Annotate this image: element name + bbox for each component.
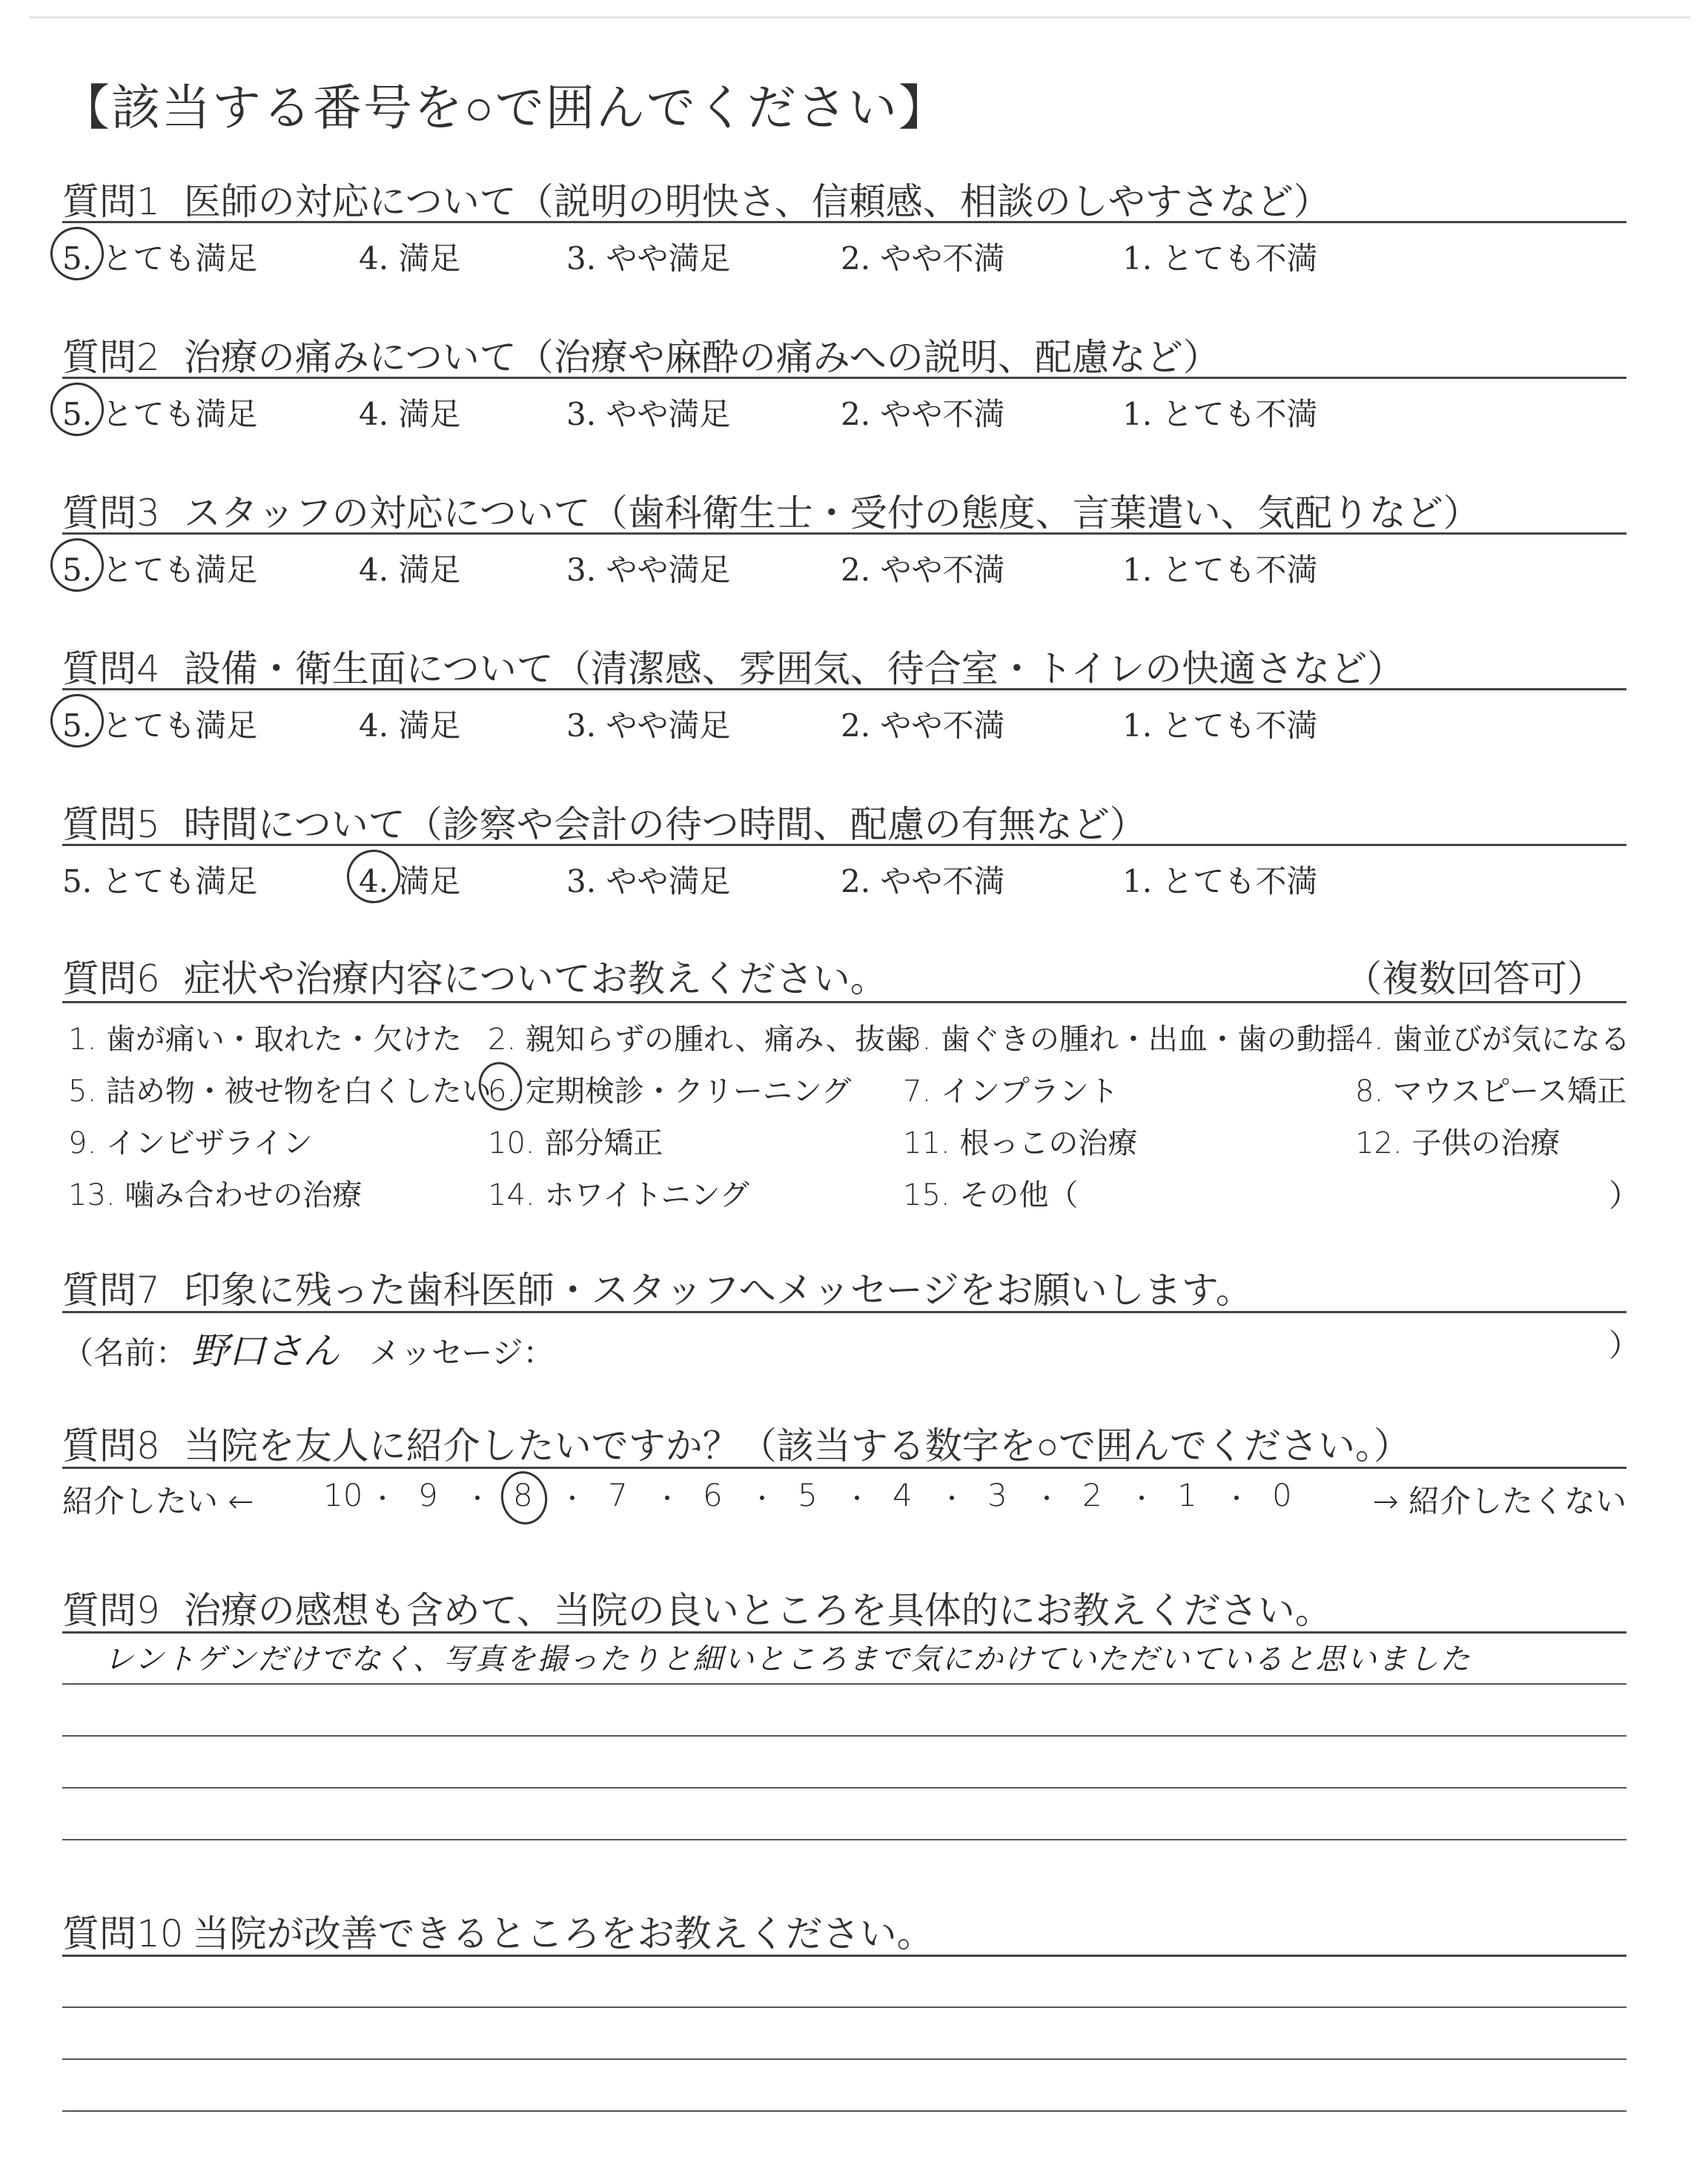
q3-title xyxy=(62,483,1626,537)
q7-text: 印象に残った歯科医師・スタッフへメッセージをお願いします。 xyxy=(183,1269,1253,1312)
q10-title xyxy=(62,1904,1626,1958)
q2-option-4[interactable] xyxy=(359,390,460,435)
q2-option-2[interactable] xyxy=(841,390,1004,435)
q3-option-5[interactable] xyxy=(62,546,257,590)
q2-option-3[interactable] xyxy=(566,390,730,435)
q6-item-4[interactable] xyxy=(1355,1016,1630,1058)
q6-item-label: 6. 定期検診・クリーニング xyxy=(488,1074,852,1109)
q6-number: 質問6 xyxy=(62,957,160,1000)
hand-drawn-circle-mark xyxy=(497,1467,552,1528)
q6-item-label: 1. 歯が痛い・取れた・欠けた xyxy=(68,1023,462,1057)
q6-note: （複数回答可） xyxy=(1345,957,1604,1000)
option-label: 1. とても不満 xyxy=(1122,240,1318,277)
q1-option-3[interactable] xyxy=(566,234,730,279)
q8-score-0[interactable]: 0 xyxy=(1272,1477,1292,1513)
q8-score-3[interactable]: 3 xyxy=(987,1477,1007,1513)
q1-text: 医師の対応について（説明の明快さ、信頼感、相談のしやすさなど） xyxy=(183,180,1331,223)
q5-option-4[interactable] xyxy=(359,857,460,902)
q9-answer-line-1 xyxy=(62,1683,1626,1685)
option-label: 2. やや不満 xyxy=(841,863,1005,899)
q9-number: 質問9 xyxy=(62,1589,160,1632)
q8-separator: ・ xyxy=(1130,1484,1154,1513)
q2-number: 質問2 xyxy=(62,336,160,379)
q6-item-label: 8. マウスピース矯正 xyxy=(1355,1074,1627,1109)
q6-item-15[interactable] xyxy=(903,1172,1078,1214)
q1-option-1[interactable] xyxy=(1122,234,1317,279)
q3-number: 質問3 xyxy=(62,492,160,535)
q1-option-2[interactable] xyxy=(841,234,1004,279)
q8-score-2[interactable]: 2 xyxy=(1082,1477,1102,1513)
q9-text: 治療の感想も含めて、当院の良いところを具体的にお教えください。 xyxy=(183,1589,1332,1632)
q7-title xyxy=(62,1261,1626,1314)
q3-text: スタッフの対応について（歯科衛生士・受付の態度、言葉遣い、気配りなど） xyxy=(183,492,1480,535)
option-label: 4. 満足 xyxy=(359,240,461,277)
q8-separator: ・ xyxy=(940,1484,964,1513)
q7-rule xyxy=(62,1311,1626,1313)
q2-option-5[interactable] xyxy=(62,390,257,435)
q10-answer-line-1 xyxy=(62,2007,1626,2008)
q3-options xyxy=(62,546,1626,590)
q8-score-4[interactable]: 4 xyxy=(893,1477,913,1513)
q2-rule xyxy=(62,377,1626,379)
q8-left-label: 紹介したい ← xyxy=(62,1483,254,1519)
q9-answer-line-2 xyxy=(62,1735,1626,1737)
q2-options xyxy=(62,390,1626,435)
q10-text: 当院が改善できるところをお教えください。 xyxy=(192,1912,934,1955)
q4-rule xyxy=(62,688,1626,690)
option-label: 3. やや満足 xyxy=(566,552,731,588)
option-label: 2. やや不満 xyxy=(841,240,1005,277)
option-label: 4. 満足 xyxy=(359,396,461,432)
option-label: 3. やや満足 xyxy=(566,707,731,744)
q6-item-8[interactable] xyxy=(1355,1068,1626,1110)
option-label: 4. 満足 xyxy=(359,863,461,899)
q3-option-4[interactable] xyxy=(359,546,460,590)
q7-number: 質問7 xyxy=(62,1269,160,1312)
option-label: 3. やや満足 xyxy=(566,240,731,277)
q6-item-13[interactable] xyxy=(68,1172,362,1214)
q8-score-5[interactable]: 5 xyxy=(798,1477,818,1513)
q6-item-label: 11. 根っこの治療 xyxy=(903,1126,1138,1160)
q8-separator: ・ xyxy=(845,1484,870,1513)
option-label: 2. やや不満 xyxy=(841,707,1005,744)
q6-item-6[interactable] xyxy=(488,1068,851,1110)
q1-option-5[interactable] xyxy=(62,234,257,279)
option-label: 5. とても満足 xyxy=(62,552,258,588)
q8-number: 質問8 xyxy=(62,1424,160,1467)
q8-score-7[interactable]: 7 xyxy=(608,1477,628,1513)
q6-item-label: 12. 子供の治療 xyxy=(1355,1126,1560,1160)
option-label: 2. やや不満 xyxy=(841,552,1005,588)
q9-rule xyxy=(62,1631,1626,1634)
q6-item-7[interactable] xyxy=(903,1068,1119,1110)
q7-message-line xyxy=(62,1321,555,1375)
q6-item-1[interactable] xyxy=(68,1016,462,1058)
option-label: 3. やや満足 xyxy=(566,396,731,432)
q8-text: 当院を友人に紹介したいですか？（該当する数字を○で囲んでください。） xyxy=(183,1424,1411,1467)
option-label: 1. とても不満 xyxy=(1122,396,1318,432)
q9-answer-line-4 xyxy=(62,1839,1626,1840)
q10-number: 質問10 xyxy=(62,1912,184,1955)
q5-option-5[interactable] xyxy=(62,857,257,902)
q6-item-label: 14. ホワイトニング xyxy=(488,1178,749,1212)
q9-handwritten-answer: レントゲンだけでなく、写真を撮ったりと細いところまで気にかけていただいていると思いました xyxy=(104,1642,1472,1677)
q8-score-10[interactable]: 10 xyxy=(323,1477,363,1513)
q6-item-label: 9. インビザライン xyxy=(68,1126,313,1160)
q5-option-3[interactable] xyxy=(566,857,730,902)
q5-option-1[interactable] xyxy=(1122,857,1317,902)
q8-separator: ・ xyxy=(1035,1484,1059,1513)
q6-item-label: 4. 歯並びが気になる xyxy=(1355,1023,1630,1057)
q6-item-label: 15. その他（ xyxy=(903,1178,1079,1212)
q6-item-label: 2. 親知らずの腫れ、痛み、抜歯 xyxy=(488,1023,915,1057)
q8-separator: ・ xyxy=(750,1484,775,1513)
q6-item-9[interactable] xyxy=(68,1120,313,1162)
q6-item-label: 13. 噛み合わせの治療 xyxy=(68,1178,363,1212)
q7-close-paren: ） xyxy=(1609,1327,1641,1364)
q8-score-9[interactable]: 9 xyxy=(418,1477,438,1513)
option-label: 3. やや満足 xyxy=(566,863,731,899)
q8-separator: ・ xyxy=(466,1484,490,1513)
q8-rule xyxy=(62,1467,1626,1469)
q9-title xyxy=(62,1581,1626,1634)
option-label: 5. とても満足 xyxy=(62,707,258,744)
q1-number: 質問1 xyxy=(62,180,160,223)
q6-item-11[interactable] xyxy=(903,1120,1137,1162)
q1-option-4[interactable] xyxy=(359,234,460,279)
option-label: 4. 満足 xyxy=(359,552,461,588)
q8-separator: ・ xyxy=(1225,1484,1249,1513)
q10-answer-line-3 xyxy=(62,2110,1626,2112)
q3-option-1[interactable] xyxy=(1122,546,1317,590)
q8-score-8[interactable]: 8 xyxy=(513,1477,533,1513)
q8-separator: ・ xyxy=(655,1484,680,1513)
q1-rule xyxy=(62,221,1626,223)
q10-answer-line-2 xyxy=(62,2058,1626,2060)
q6-item-12[interactable] xyxy=(1355,1120,1560,1162)
option-label: 5. とても満足 xyxy=(62,396,258,432)
q4-text: 設備・衛生面について（清潔感、雰囲気、待合室・トイレの快適さなど） xyxy=(183,647,1405,690)
q6-item-10[interactable] xyxy=(488,1120,663,1162)
option-label: 5. とても満足 xyxy=(62,240,258,277)
q4-number: 質問4 xyxy=(62,647,160,690)
q3-rule xyxy=(62,532,1626,535)
q6-close-paren: ） xyxy=(1609,1178,1641,1214)
q9-answer-line-3 xyxy=(62,1787,1626,1789)
option-label: 5. とても満足 xyxy=(62,863,258,899)
scan-edge xyxy=(30,16,1690,19)
q6-text: 症状や治療内容についてお教えください。 xyxy=(183,957,887,1000)
q10-rule xyxy=(62,1955,1626,1957)
option-label: 4. 満足 xyxy=(359,707,461,744)
q6-rule xyxy=(62,1001,1626,1003)
q6-item-label: 5. 詰め物・被せ物を白くしたい xyxy=(68,1074,491,1109)
q7-message-label: メッセージ： xyxy=(369,1335,555,1371)
q7-name-handwritten: 野口さん xyxy=(191,1330,340,1373)
q4-options xyxy=(62,701,1626,746)
q1-options xyxy=(62,234,1626,279)
q6-item-14[interactable] xyxy=(488,1172,749,1214)
q5-option-2[interactable] xyxy=(841,857,1004,902)
q7-name-label: （名前： xyxy=(62,1335,188,1371)
q5-number: 質問5 xyxy=(62,803,160,846)
q4-title xyxy=(62,639,1626,693)
q6-title xyxy=(62,949,1626,1003)
q8-separator: ・ xyxy=(371,1484,395,1513)
q5-text: 時間について（診察や会計の待つ時間、配慮の有無など） xyxy=(183,803,1147,846)
q6-item-3[interactable] xyxy=(903,1016,1356,1058)
q3-option-3[interactable] xyxy=(566,546,730,590)
q8-separator: ・ xyxy=(560,1484,585,1513)
q1-title xyxy=(62,172,1626,225)
option-label: 1. とても不満 xyxy=(1122,707,1318,744)
q5-title xyxy=(62,795,1626,848)
q4-option-2[interactable] xyxy=(841,701,1004,746)
q6-item-2[interactable] xyxy=(488,1016,915,1058)
q6-item-label: 7. インプラント xyxy=(903,1074,1119,1109)
option-label: 1. とても不満 xyxy=(1122,863,1318,899)
q4-option-1[interactable] xyxy=(1122,701,1317,746)
q2-option-1[interactable] xyxy=(1122,390,1317,435)
q8-score-6[interactable]: 6 xyxy=(703,1477,723,1513)
q4-option-4[interactable] xyxy=(359,701,460,746)
q8-right-label: → 紹介したくない xyxy=(1372,1483,1626,1519)
q8-title xyxy=(62,1416,1626,1470)
q6-item-label: 3. 歯ぐきの腫れ・出血・歯の動揺 xyxy=(903,1023,1356,1057)
q2-text: 治療の痛みについて（治療や麻酔の痛みへの説明、配慮など） xyxy=(183,336,1220,379)
q6-item-5[interactable] xyxy=(68,1068,491,1110)
option-label: 2. やや不満 xyxy=(841,396,1005,432)
q6-item-label: 10. 部分矯正 xyxy=(488,1126,663,1160)
q3-option-2[interactable] xyxy=(841,546,1004,590)
q8-score-1[interactable]: 1 xyxy=(1177,1477,1197,1513)
q8-recommend-scale xyxy=(62,1477,1626,1522)
q4-option-3[interactable] xyxy=(566,701,730,746)
q5-rule xyxy=(62,844,1626,846)
option-label: 1. とても不満 xyxy=(1122,552,1318,588)
page-header: 【該当する番号を○で囲んでください】 xyxy=(61,79,949,136)
q5-options xyxy=(62,857,1626,902)
q2-title xyxy=(62,328,1626,381)
q4-option-5[interactable] xyxy=(62,701,257,746)
q6-symptom-grid xyxy=(68,1016,1632,1223)
